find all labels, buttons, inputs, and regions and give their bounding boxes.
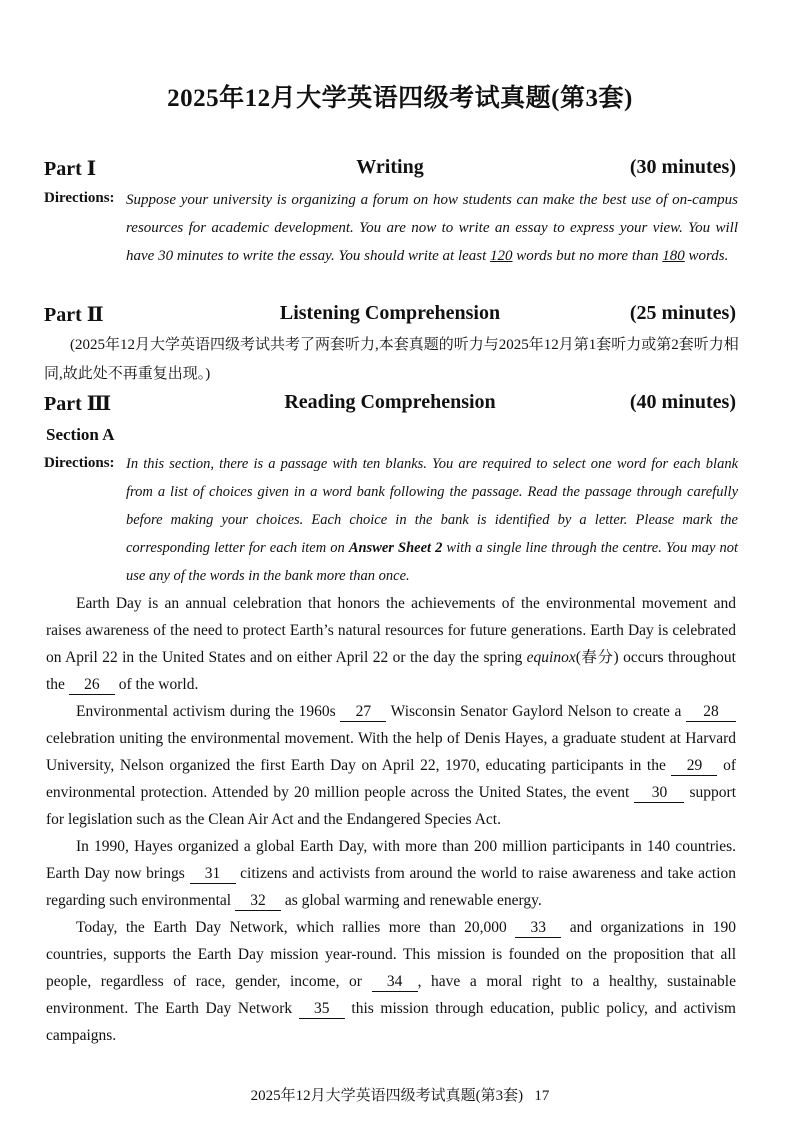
max-words: 180 [662, 248, 685, 264]
passage-paragraph-4: Today, the Earth Day Network, which rallies more than 20,000 33 and organizations in 190 countries, supports the Earth Day mission year-round. This mission is founded on the proposition that all people, regardless of race, gender, income, or 34 , have a moral right to a healthy, sustainable environment. The Earth Day Network 35 this mission through education, public policy, and activism campaigns. [46, 919, 736, 1044]
blank-32[interactable]: 32 [235, 892, 281, 911]
part1-directions-label: Directions: [44, 190, 115, 206]
part1-title: Writing [356, 156, 424, 178]
blank-27[interactable]: 27 [340, 703, 386, 722]
page-number: 17 [534, 1088, 550, 1104]
part2-label: Part Ⅱ [44, 304, 104, 326]
equinox-term: equinox [526, 649, 576, 666]
blank-31[interactable]: 31 [190, 865, 236, 884]
part3-directions-label: Directions: [44, 455, 115, 471]
part1-label: Part Ⅰ [44, 158, 97, 180]
part2-title: Listening Comprehension [279, 302, 501, 324]
blank-34[interactable]: 34 [372, 973, 418, 992]
blank-33[interactable]: 33 [515, 919, 561, 938]
part1-minutes: (30 minutes) [629, 156, 736, 178]
part1-header [44, 156, 736, 182]
blank-28[interactable]: 28 [686, 703, 736, 722]
min-words: 120 [490, 248, 513, 264]
section-a-label: Section A [46, 425, 115, 444]
passage-paragraph-2: Environmental activism during the 1960s 27 Wisconsin Senator Gaylord Nelson to create a 28 celebration uniting the environmental movement. With the help of Denis Hayes, a graduate student at Harvard University, Nelson organized the first Earth Day on April 22, 1970, educating participants in the 29 of environmental protection. Attended by 20 million people across the United States, the event 30 support for legislation such as the Clean Air Act and the Endangered Species Act. [46, 703, 737, 828]
blank-30[interactable]: 30 [634, 784, 684, 803]
part3-title: Reading Comprehension [284, 391, 496, 413]
page-footer [0, 1084, 800, 1105]
part2-minutes: (25 minutes) [629, 302, 736, 324]
passage-paragraph-3: In 1990, Hayes organized a global Earth Day, with more than 200 million participants in 140 countries. Earth Day now brings 31 citizens and activists from around the world to raise awareness and take action regarding such environmental 32 as global warming and renewable energy. [46, 838, 736, 909]
part3-label: Part Ⅲ [44, 393, 112, 415]
passage-paragraph-1: Earth Day is an annual celebration that honors the achievements of the environmental movement and raises awareness of the need to protect Earth’s natural resources for future generations. Earth Day is celebrated on April 22 in the United States and on either April 22 or the day the spring equinox(春分) occurs throughout the 26 of the world. [46, 595, 736, 693]
part1-directions: Suppose your university is organizing a forum on how students can make the best use of on-campus resources for academic development. You are now to write an essay to express your view. You will have 30 minutes to write the essay. You should write at least 120 words but no more than 180 words. [126, 192, 738, 264]
footer-title: 2025年12月大学英语四级考试真题(第3套) [250, 1088, 524, 1104]
part3-header [44, 391, 736, 417]
blank-29[interactable]: 29 [671, 757, 717, 776]
page-title: 2025年12月大学英语四级考试真题(第3套) [167, 85, 633, 112]
part3-directions: In this section, there is a passage with ten blanks. You are required to select one word for each blank from a list of choices given in a word bank following the passage. Read the passage through carefully before making your choices. Each choice in the bank is identified by a letter. Please mark the corresponding letter for each item on Answer Sheet 2 with a single line through the centre. You may not use any of the words in the bank more than once. [126, 456, 738, 584]
blank-26[interactable]: 26 [69, 676, 115, 695]
part2-note: (2025年12月大学英语四级考试共考了两套听力,本套真题的听力与2025年12月第1套听力或第2套听力相同,故此处不再重复出现。) [44, 337, 739, 382]
blank-35[interactable]: 35 [299, 1000, 345, 1019]
answer-sheet-ref: Answer Sheet 2 [348, 540, 443, 556]
part2-header [44, 302, 736, 328]
part3-minutes: (40 minutes) [629, 391, 736, 413]
